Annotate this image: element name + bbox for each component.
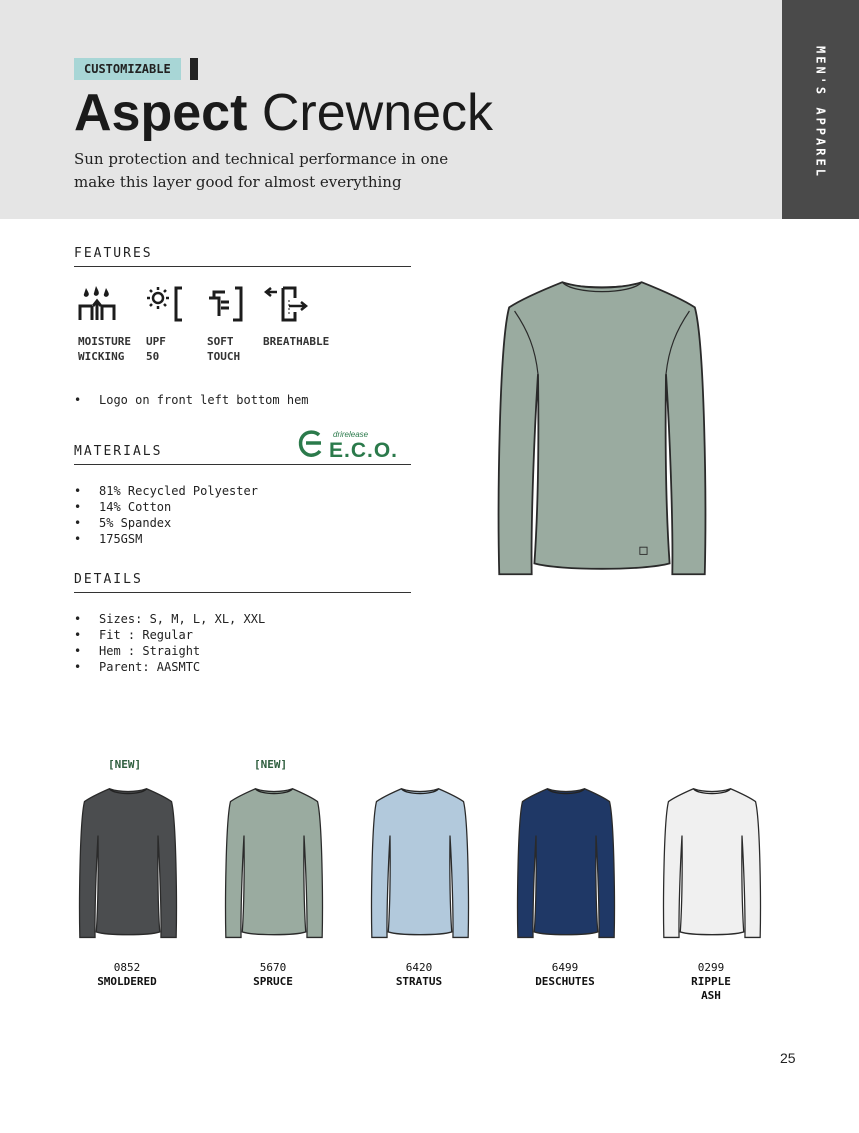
feature-label: SOFT TOUCH bbox=[207, 335, 241, 363]
swatch-name: SPRUCE bbox=[253, 975, 293, 988]
swatch-label-spruce bbox=[208, 961, 338, 989]
logo-eco-text: E.C.O. bbox=[329, 439, 399, 462]
swatch-code: 6499 bbox=[551, 961, 579, 974]
materials-heading: MATERIALS bbox=[74, 444, 411, 465]
badge-accent-bar bbox=[190, 58, 198, 80]
customizable-badge: CUSTOMIZABLE bbox=[74, 58, 181, 80]
new-tag: [NEW] bbox=[254, 758, 288, 771]
swatch-code: 0299 bbox=[697, 961, 725, 974]
page-title bbox=[74, 82, 493, 144]
swatch-name: RIPPLE ASH bbox=[691, 975, 731, 1002]
list-item: • 14% Cotton bbox=[74, 499, 258, 515]
details-heading: DETAILS bbox=[74, 572, 411, 593]
subtitle-line-1: Sun protection and technical performance in one bbox=[74, 150, 449, 168]
list-item: • Parent: AASMTC bbox=[74, 659, 265, 675]
section-side-tab bbox=[782, 0, 859, 219]
page-number: 25 bbox=[780, 1050, 796, 1066]
list-item: • Logo on front left bottom hem bbox=[74, 392, 309, 408]
soft-touch-icon bbox=[207, 286, 247, 322]
feature-label: BREATHABLE bbox=[263, 335, 330, 348]
breathable-icon bbox=[263, 286, 313, 322]
subtitle-line-2: make this layer good for almost everything bbox=[74, 173, 402, 191]
feature-upf bbox=[146, 286, 186, 364]
materials-bullet-list bbox=[74, 483, 258, 547]
swatch-shirt-smoldered[interactable] bbox=[68, 786, 188, 942]
hero-shirt-body bbox=[499, 282, 706, 574]
swatch-shirt-ripple-ash[interactable] bbox=[652, 786, 772, 942]
feature-moisture-wicking bbox=[78, 286, 131, 364]
swatch-label-deschutes bbox=[500, 961, 630, 989]
swatch-shirt-stratus[interactable] bbox=[360, 786, 480, 942]
upf-sun-icon bbox=[146, 286, 186, 322]
swatch-shirt-spruce[interactable] bbox=[214, 786, 334, 942]
swatch-code: 0852 bbox=[113, 961, 141, 974]
drirelease-eco-logo bbox=[297, 428, 399, 463]
side-tab-label: MEN'S APPAREL bbox=[813, 46, 828, 179]
title-bold: Aspect bbox=[74, 84, 248, 142]
swatch-label-stratus bbox=[354, 961, 484, 989]
feature-breathable bbox=[263, 286, 329, 349]
subtitle bbox=[74, 148, 494, 194]
eco-leaf-icon bbox=[297, 428, 327, 458]
feature-label: UPF 50 bbox=[146, 335, 166, 363]
logo-drirelease-text: drirelease bbox=[333, 430, 369, 439]
feature-label: MOISTURE WICKING bbox=[78, 335, 131, 363]
hero-shirt-illustration bbox=[474, 260, 730, 600]
swatch-name: SMOLDERED bbox=[97, 975, 157, 988]
swatch-code: 5670 bbox=[259, 961, 287, 974]
moisture-wicking-icon bbox=[78, 286, 120, 322]
title-light: Crewneck bbox=[261, 84, 494, 142]
swatch-label-smoldered bbox=[62, 961, 192, 989]
list-item: • 81% Recycled Polyester bbox=[74, 483, 258, 499]
new-tag: [NEW] bbox=[108, 758, 142, 771]
list-item: • Fit : Regular bbox=[74, 627, 265, 643]
feature-soft-touch bbox=[207, 286, 247, 364]
swatch-code: 6420 bbox=[405, 961, 433, 974]
list-item: • 175GSM bbox=[74, 531, 258, 547]
list-item: • Sizes: S, M, L, XL, XXL bbox=[74, 611, 265, 627]
features-bullet-list bbox=[74, 392, 309, 408]
swatch-name: STRATUS bbox=[395, 975, 443, 988]
swatch-shirt-deschutes[interactable] bbox=[506, 786, 626, 942]
list-item: • Hem : Straight bbox=[74, 643, 265, 659]
list-item: • 5% Spandex bbox=[74, 515, 258, 531]
swatch-label-ripple-ash bbox=[646, 961, 776, 1003]
features-heading: FEATURES bbox=[74, 246, 411, 267]
details-bullet-list bbox=[74, 611, 265, 675]
swatch-name: DESCHUTES bbox=[535, 975, 595, 988]
